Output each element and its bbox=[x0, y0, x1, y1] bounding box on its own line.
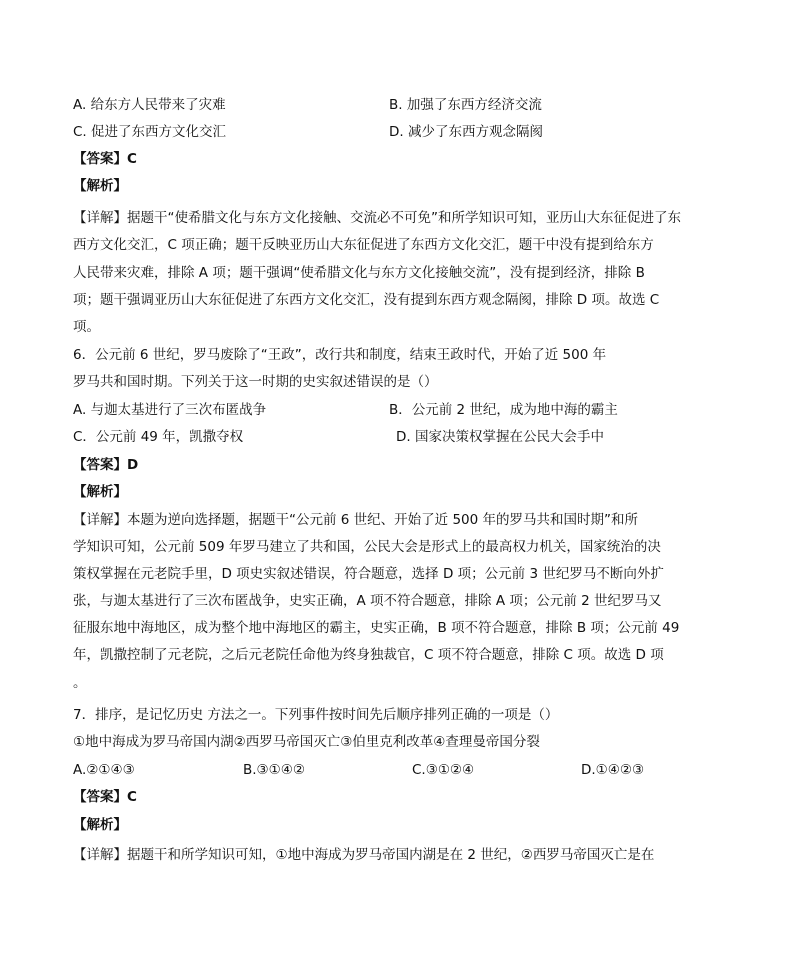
q7-detail-line: 【详解】据题干和所学知识可知，①地中海成为罗马帝国内湖是在 2 世纪，②西罗马帝国灭亡是在 bbox=[73, 847, 655, 863]
q6-stem-line: 罗马共和国时期。下列关于这一时期的史实叙述错误的是（） bbox=[73, 374, 438, 390]
q5-answer: 【答案】C bbox=[73, 151, 137, 167]
q5-detail-line: 【详解】据题干“使希腊文化与东方文化接触、交流必不可免”和所学知识可知，亚历山大东征促进了东 bbox=[73, 210, 681, 226]
q6-option-a: A. 与迦太基进行了三次布匿战争 bbox=[73, 402, 267, 418]
q6-analysis-heading: 【解析】 bbox=[73, 484, 127, 500]
q6-detail-line: 年，凯撒控制了元老院，之后元老院任命他为终身独裁官，C 项不符合题意，排除 C 项。故选 D 项 bbox=[73, 647, 664, 663]
q5-option-a: A. 给东方人民带来了灾难 bbox=[73, 97, 226, 113]
q6-answer: 【答案】D bbox=[73, 457, 139, 473]
q7-option-d: D.①④②③ bbox=[581, 762, 645, 778]
q5-detail-line: 项；题干强调亚历山大东征促进了东西方文化交汇，没有提到东西方观念隔阂，排除 D 项。故选 C bbox=[73, 292, 660, 308]
q7-events: ①地中海成为罗马帝国内湖②西罗马帝国灭亡③伯里克利改革④查理曼帝国分裂 bbox=[73, 734, 540, 750]
q6-option-d: D. 国家决策权掌握在公民大会手中 bbox=[396, 429, 604, 445]
q6-option-b: B．公元前 2 世纪，成为地中海的霸主 bbox=[389, 402, 618, 418]
q6-detail-line: 。 bbox=[73, 675, 87, 691]
q5-detail-line: 西方文化交汇，C 项正确；题干反映亚历山大东征促进了东西方文化交汇，题干中没有提到给东方 bbox=[73, 237, 654, 253]
q5-detail-line: 人民带来灾难，排除 A 项；题干强调“使希腊文化与东方文化接触交流”，没有提到经济，排除 B bbox=[73, 265, 645, 281]
q6-detail-line: 征服东地中海地区，成为整个地中海地区的霸主，史实正确，B 项不符合题意，排除 B 项；公元前 49 bbox=[73, 620, 680, 636]
q6-detail-line: 学知识可知，公元前 509 年罗马建立了共和国，公民大会是形式上的最高权力机关，国家统治的决 bbox=[73, 539, 661, 555]
q7-option-c: C.③①②④ bbox=[412, 762, 475, 778]
q5-option-d: D. 减少了东西方观念隔阂 bbox=[389, 124, 543, 140]
q5-option-c: C. 促进了东西方文化交汇 bbox=[73, 124, 227, 140]
q6-detail-line: 张，与迦太基进行了三次布匿战争，史实正确，A 项不符合题意，排除 A 项；公元前 2 世纪罗马又 bbox=[73, 593, 662, 609]
q7-analysis-heading: 【解析】 bbox=[73, 817, 127, 833]
q6-option-c: C．公元前 49 年，凯撒夺权 bbox=[73, 429, 244, 445]
q5-analysis-heading: 【解析】 bbox=[73, 178, 127, 194]
q5-option-b: B. 加强了东西方经济交流 bbox=[389, 97, 542, 113]
q7-option-a: A.②①④③ bbox=[73, 762, 135, 778]
q7-stem: 7．排序，是记忆历史 方法之一。下列事件按时间先后顺序排列正确的一项是（） bbox=[73, 707, 559, 723]
q7-option-b: B.③①④② bbox=[243, 762, 305, 778]
q6-stem-line: 6．公元前 6 世纪，罗马废除了“王政”，改行共和制度，结束王政时代，开始了近 500 年 bbox=[73, 347, 607, 363]
q6-detail-line: 【详解】本题为逆向选择题，据题干“公元前 6 世纪、开始了近 500 年的罗马共和国时期”和所 bbox=[73, 512, 639, 528]
q7-answer: 【答案】C bbox=[73, 789, 137, 805]
q5-detail-line: 项。 bbox=[73, 319, 100, 335]
q6-detail-line: 策权掌握在元老院手里，D 项史实叙述错误，符合题意，选择 D 项；公元前 3 世纪罗马不断向外扩 bbox=[73, 566, 664, 582]
